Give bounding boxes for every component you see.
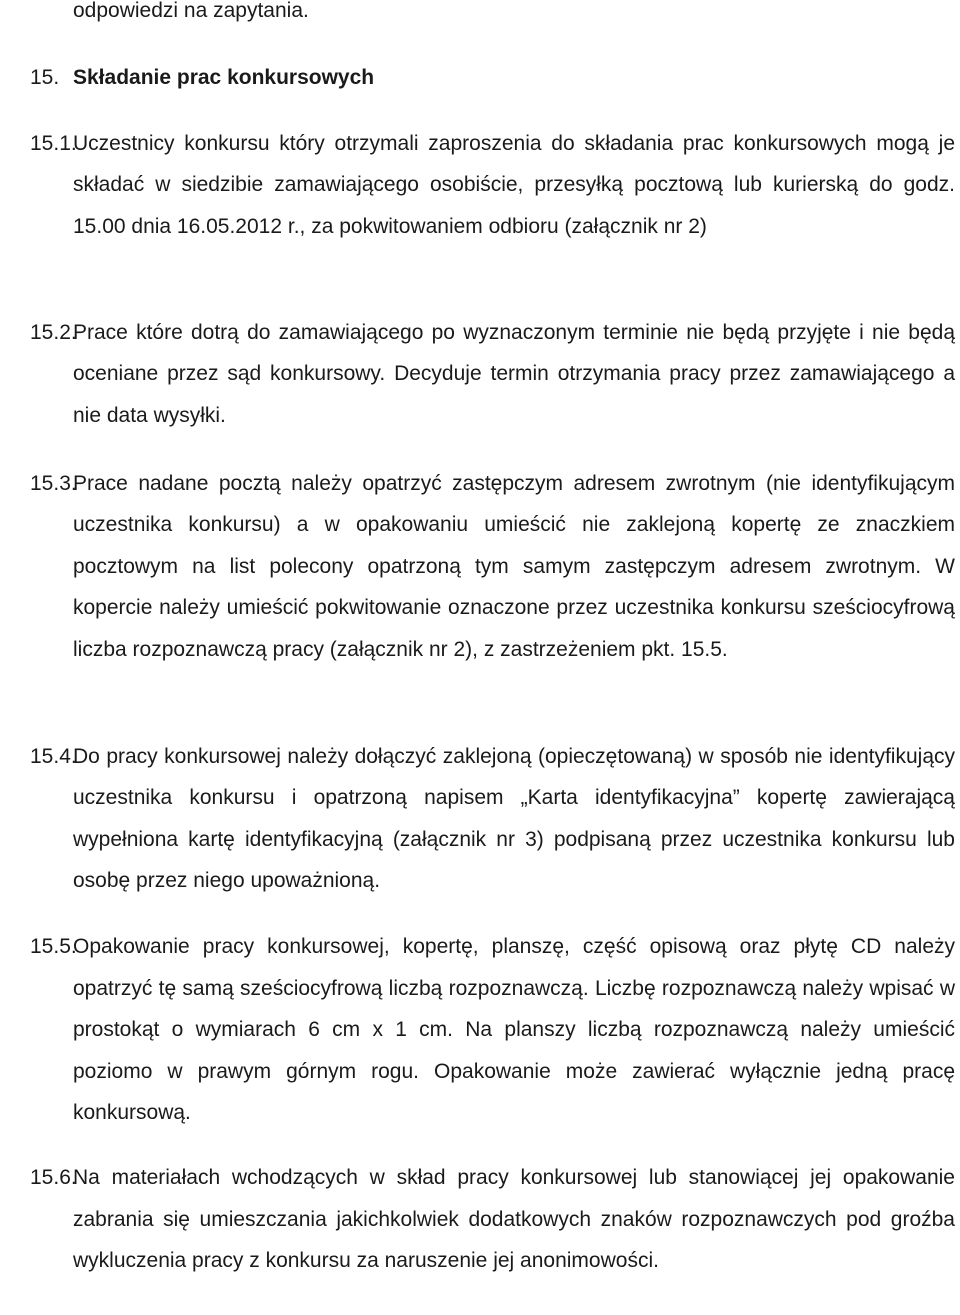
clause-text: Do pracy konkursowej należy dołączyć zaklejoną (opieczętowaną) w sposób nie identyfikujący uczestnika konkursu i opatrzoną napisem „Karta identyfikacyjna” kopertę zawierającą wypełniona kartę identyfikacyjną (załącznik nr 3) podpisaną przez uczestnika konkursu lub osobę przez niego upoważnioną. <box>73 745 955 893</box>
clause-15-1 <box>30 123 955 247</box>
clause-15-2 <box>30 312 955 436</box>
clause-text: Prace nadane pocztą należy opatrzyć zastępczym adresem zwrotnym (nie identyfikującym uczestnika konkursu) a w opakowaniu umieścić nie zaklejoną kopertę ze znaczkiem pocztowym na list polecony opatrzoną tym samym zastępczym adresem zwrotnym. W kopercie należy umieścić pokwitowanie oznaczone przez uczestnika konkursu sześciocyfrową liczba rozpoznawczą pracy (załącznik nr 2), z zastrzeżeniem pkt. 15.5. <box>73 472 955 661</box>
intro-line: odpowiedzi na zapytania. <box>73 0 309 22</box>
clause-text: Opakowanie pracy konkursowej, kopertę, planszę, część opisową oraz płytę CD należy opatrzyć tę samą sześciocyfrową liczbą rozpoznawczą. Liczbę rozpoznawczą należy wpisać w prostokąt o wymiarach 6 cm x 1 cm. Na planszy liczbą rozpoznawczą należy umieścić poziomo w prawym górnym rogu. Opakowanie może zawierać wyłącznie jedną pracę konkursową. <box>73 935 955 1125</box>
clause-text: Prace które dotrą do zamawiającego po wyznaczonym terminie nie będą przyjęte i nie będą oceniane przez sąd konkursowy. Decyduje termin otrzymania pracy przez zamawiającego a nie data wysyłki. <box>73 321 955 427</box>
clause-text: Na materiałach wchodzących w skład pracy konkursowej lub stanowiącej jej opakowanie zabrania się umieszczania jakichkolwiek dodatkowych znaków rozpoznawczych pod groźba wykluczenia pracy z konkursu za naruszenie jej anonimowości. <box>73 1166 955 1273</box>
clause-number: 15.4. <box>30 745 77 768</box>
clause-15-5 <box>30 926 955 1134</box>
clause-number: 15.1. <box>30 132 77 155</box>
section-heading <box>30 64 374 92</box>
clause-number: 15.2. <box>30 321 77 344</box>
clause-number: 15.6. <box>30 1166 77 1189</box>
clause-15-4 <box>30 736 955 902</box>
section-title: Składanie prac konkursowych <box>73 66 375 89</box>
clause-number: 15.3. <box>30 472 77 495</box>
clause-15-6 <box>30 1157 955 1282</box>
clause-text: Uczestnicy konkursu który otrzymali zaproszenia do składania prac konkursowych mogą je składać w siedzibie zamawiającego osobiście, przesyłką pocztową lub kurierską do godz. 15.00 dnia 16.05.2012 r., za pokwitowaniem odbioru (załącznik nr 2) <box>73 132 955 238</box>
section-number: 15. <box>30 66 60 89</box>
clause-number: 15.5. <box>30 935 77 958</box>
clause-15-3 <box>30 463 955 670</box>
